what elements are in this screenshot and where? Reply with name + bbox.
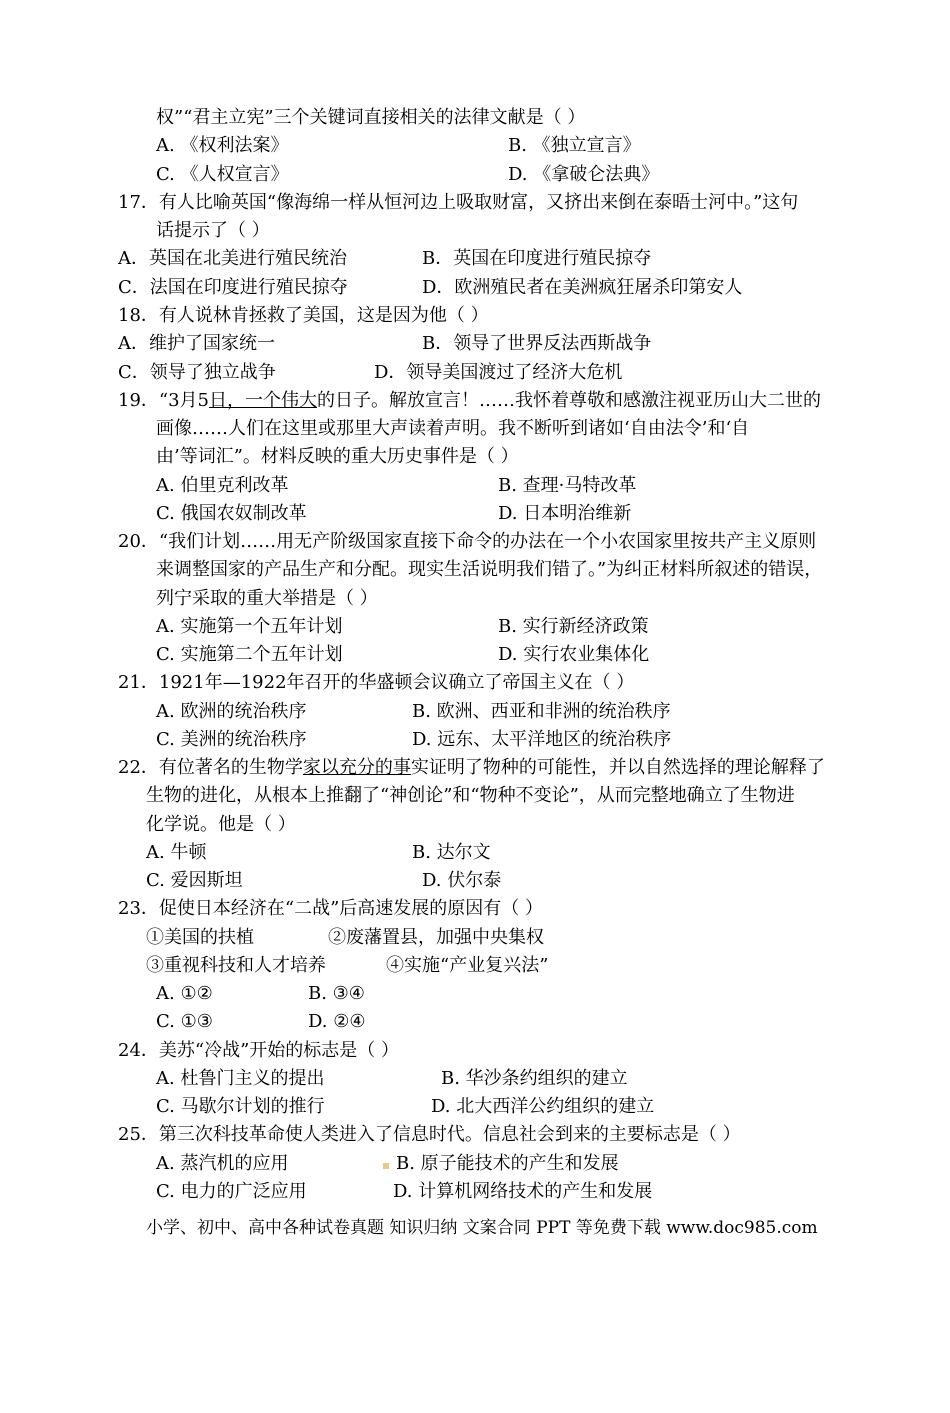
question-16-option-b: B. 《独立宣言》 — [508, 135, 641, 156]
question-23-option-d: D. ②④ — [308, 1011, 366, 1032]
question-23-item-4: ④实施“产业复兴法” — [386, 955, 549, 976]
question-19-text: 19．“3月5日，一个伟大的日子。解放宣言！……我怀着尊敬和感激注视亚历山大二世的 — [118, 390, 822, 411]
question-21-option-d: D. 远东、太平洋地区的统治秩序 — [412, 729, 672, 750]
question-21-text: 21．1921年—1922年召开的华盛顿会议确立了帝国主义在（ ） — [118, 672, 635, 693]
question-20-text-cont: 来调整国家的产品生产和分配。现实生活说明我们错了。”为纠正材料所叙述的错误， — [156, 559, 823, 580]
question-19-option-a: A. 伯里克利改革 — [156, 475, 289, 496]
question-17-option-d: D．欧洲殖民者在美洲疯狂屠杀印第安人 — [422, 277, 743, 298]
question-19-text-cont2: 由’等词汇”。材料反映的重大历史事件是（ ） — [156, 446, 519, 467]
question-21-option-b: B. 欧洲、西亚和非洲的统治秩序 — [412, 701, 671, 722]
question-23-item-2: ②废藩置县，加强中央集权 — [328, 927, 544, 948]
question-21-option-c: C. 美洲的统治秩序 — [156, 729, 307, 750]
question-16-text: 权”“君主立宪”三个关键词直接相关的法律文献是（ ） — [156, 107, 586, 128]
question-23-option-a: A. ①② — [156, 983, 213, 1004]
question-22-option-a: A. 牛顿 — [146, 842, 207, 863]
question-24-option-d: D. 北大西洋公约组织的建立 — [431, 1096, 655, 1117]
question-19-text-cont: 画像……人们在这里或那里大声读着声明。我不断听到诸如‘自由法令’和‘自 — [156, 418, 750, 439]
question-22-text: 22．有位著名的生物学家以充分的事实证明了物种的可能性，并以自然选择的理论解释了 — [118, 757, 825, 778]
question-19-option-d: D. 日本明治维新 — [498, 503, 632, 524]
question-24-option-a: A. 杜鲁门主义的提出 — [156, 1068, 325, 1089]
question-16-option-c: C. 《人权宣言》 — [156, 164, 289, 185]
question-21-option-a: A. 欧洲的统治秩序 — [156, 701, 307, 722]
question-25-option-b: B. 原子能技术的产生和发展 — [396, 1153, 619, 1174]
question-20-option-c: C. 实施第二个五年计划 — [156, 644, 343, 665]
question-18-option-b: B．领导了世界反法西斯战争 — [422, 333, 652, 354]
question-20-text-cont2: 列宁采取的重大举措是（ ） — [156, 588, 378, 609]
question-17-option-b: B．英国在印度进行殖民掠夺 — [422, 248, 652, 269]
question-18-option-a: A．维护了国家统一 — [118, 333, 275, 354]
question-18-text: 18．有人说林肯拯救了美国，这是因为他（ ） — [118, 305, 489, 326]
question-25-option-c: C. 电力的广泛应用 — [156, 1181, 307, 1202]
question-22-text-cont: 生物的进化，从根本上推翻了“神创论”和“物种不变论”，从而完整地确立了生物进 — [146, 785, 795, 806]
question-23-text: 23．促使日本经济在“二战”后高速发展的原因有（ ） — [118, 898, 544, 919]
question-22-option-c: C. 爱因斯坦 — [146, 870, 243, 891]
question-25-option-a: A. 蒸汽机的应用 — [156, 1153, 289, 1174]
question-25-text: 25．第三次科技革命使人类进入了信息时代。信息社会到来的主要标志是（ ） — [118, 1124, 741, 1145]
question-23-item-1: ①美国的扶植 — [146, 927, 254, 948]
question-20-text: 20．“我们计划……用无产阶级国家直接下命令的办法在一个小农国家里按共产主义原则 — [118, 531, 817, 552]
question-16-option-d: D. 《拿破仑法典》 — [508, 164, 660, 185]
question-18-option-c: C．领导了独立战争 — [118, 362, 276, 383]
question-23-item-3: ③重视科技和人才培养 — [146, 955, 326, 976]
question-24-option-b: B. 华沙条约组织的建立 — [441, 1068, 628, 1089]
question-19-option-b: B. 查理·马特改革 — [498, 475, 637, 496]
question-23-option-c: C. ①③ — [156, 1011, 213, 1032]
question-17-text-cont: 话提示了（ ） — [156, 220, 270, 241]
question-20-option-d: D. 实行农业集体化 — [498, 644, 650, 665]
question-17-option-c: C．法国在印度进行殖民掠夺 — [118, 277, 348, 298]
question-17-option-a: A．英国在北美进行殖民统治 — [118, 248, 347, 269]
question-20-option-b: B. 实行新经济政策 — [498, 616, 649, 637]
page-footer: 小学、初中、高中各种试卷真题 知识归纳 文案合同 PPT 等免费下载 www.doc985.com — [146, 1218, 818, 1238]
question-22-option-b: B. 达尔文 — [412, 842, 491, 863]
question-24-option-c: C. 马歇尔计划的推行 — [156, 1096, 325, 1117]
question-17-text: 17．有人比喻英国“像海绵一样从恒河边上吸取财富，又挤出来倒在泰晤士河中。”这句 — [118, 192, 799, 213]
question-19-option-c: C. 俄国农奴制改革 — [156, 503, 307, 524]
question-24-text: 24．美苏“冷战”开始的标志是（ ） — [118, 1040, 400, 1061]
question-18-option-d: D．领导美国渡过了经济大危机 — [374, 362, 623, 383]
question-22-text-cont2: 化学说。他是（ ） — [146, 814, 296, 835]
question-25-option-d: D. 计算机网络技术的产生和发展 — [393, 1181, 653, 1202]
stray-mark — [383, 1163, 389, 1169]
question-16-option-a: A. 《权利法案》 — [156, 135, 289, 156]
question-22-option-d: D. 伏尔泰 — [422, 870, 502, 891]
question-23-option-b: B. ③④ — [308, 983, 365, 1004]
question-20-option-a: A. 实施第一个五年计划 — [156, 616, 343, 637]
